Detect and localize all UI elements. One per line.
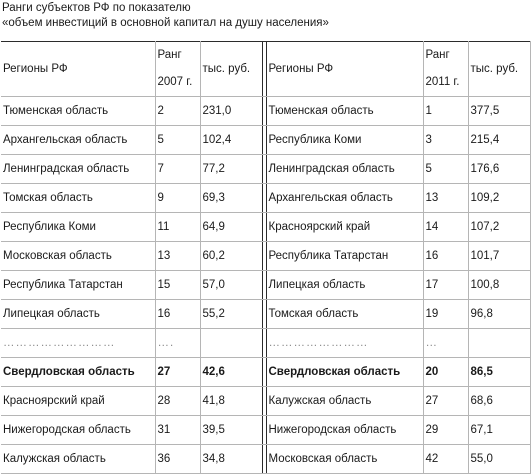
rank-2007-cell: …. — [155, 329, 200, 358]
region-2007-cell: Калужская область — [1, 445, 155, 474]
rank-2007-cell: 31 — [155, 416, 200, 445]
table-row — [1, 126, 530, 155]
region-2007-cell: Республика Коми — [1, 213, 155, 242]
value-2007-cell: 41,8 — [200, 387, 262, 416]
rank-2007-cell: 5 — [155, 126, 200, 155]
value-2011-cell: 100,8 — [468, 271, 530, 300]
region-2007-cell: Нижегородская область — [1, 416, 155, 445]
value-2011-cell: 107,2 — [468, 213, 530, 242]
rank-2007-cell: 15 — [155, 271, 200, 300]
region-2007-cell: Томская область — [1, 184, 155, 213]
value-2007-cell: 42,6 — [200, 358, 262, 387]
region-2011-cell: Ленинградская область — [266, 155, 423, 184]
rank-2007-cell: 13 — [155, 242, 200, 271]
region-2011-cell: Томская область — [266, 300, 423, 329]
rank-2007-cell: 11 — [155, 213, 200, 242]
table-row — [1, 184, 530, 213]
rank-2011-cell: 17 — [423, 271, 468, 300]
table-row — [1, 329, 530, 358]
value-2011-cell — [468, 329, 530, 358]
value-2007-cell: 69,3 — [200, 184, 262, 213]
rank-2007-cell: 2 — [155, 97, 200, 126]
value-2007-cell: 231,0 — [200, 97, 262, 126]
value-2011-cell: 377,5 — [468, 97, 530, 126]
header-value-2007: тыс. руб. — [200, 42, 262, 97]
value-2007-cell: 39,5 — [200, 416, 262, 445]
value-2011-cell: 68,6 — [468, 387, 530, 416]
region-2007-cell: Красноярский край — [1, 387, 155, 416]
value-2007-cell: 60,2 — [200, 242, 262, 271]
rank-2011-cell: 29 — [423, 416, 468, 445]
region-2011-cell: Свердловская область — [266, 358, 423, 387]
table-caption — [2, 1, 529, 31]
caption-line-2: «объем инвестиций в основной капитал на душу населения» — [2, 17, 329, 29]
value-2007-cell: 55,2 — [200, 300, 262, 329]
rank-2007-cell: 7 — [155, 155, 200, 184]
value-2007-cell: 34,8 — [200, 445, 262, 474]
region-2011-cell: …………………… — [266, 329, 423, 358]
value-2007-cell: 102,4 — [200, 126, 262, 155]
rank-2007-cell: 36 — [155, 445, 200, 474]
region-2007-cell: Республика Татарстан — [1, 271, 155, 300]
header-value-2011: тыс. руб. — [468, 42, 530, 97]
rank-2007-cell: 28 — [155, 387, 200, 416]
header-rank-2011: Ранг 2011 г. — [423, 42, 468, 97]
region-2007-cell: Московская область — [1, 242, 155, 271]
table-row — [1, 155, 530, 184]
table-row — [1, 445, 530, 474]
table-row — [1, 271, 530, 300]
region-2011-cell: Нижегородская область — [266, 416, 423, 445]
table-row — [1, 387, 530, 416]
region-2007-cell: Липецкая область — [1, 300, 155, 329]
value-2011-cell: 86,5 — [468, 358, 530, 387]
value-2011-cell: 101,7 — [468, 242, 530, 271]
rank-2007-cell: 27 — [155, 358, 200, 387]
rank-2007-cell: 9 — [155, 184, 200, 213]
value-2007-cell: 64,9 — [200, 213, 262, 242]
region-2011-cell: Архангельская область — [266, 184, 423, 213]
rank-2011-cell: 42 — [423, 445, 468, 474]
ranking-table — [1, 41, 531, 474]
rank-2011-cell: 20 — [423, 358, 468, 387]
table-row — [1, 242, 530, 271]
region-2007-cell: Свердловская область — [1, 358, 155, 387]
value-2007-cell: 77,2 — [200, 155, 262, 184]
value-2011-cell: 215,4 — [468, 126, 530, 155]
value-2011-cell: 55,0 — [468, 445, 530, 474]
region-2007-cell: ……………………… — [1, 329, 155, 358]
rank-2011-cell: 14 — [423, 213, 468, 242]
rank-2011-cell: 5 — [423, 155, 468, 184]
header-region-2007: Регионы РФ — [1, 42, 155, 97]
region-2011-cell: Красноярский край — [266, 213, 423, 242]
region-2007-cell: Архангельская область — [1, 126, 155, 155]
rank-2011-cell: 27 — [423, 387, 468, 416]
table-header-row — [1, 42, 530, 97]
table-row — [1, 97, 530, 126]
region-2007-cell: Тюменская область — [1, 97, 155, 126]
region-2011-cell: Тюменская область — [266, 97, 423, 126]
table-row — [1, 416, 530, 445]
region-2007-cell: Ленинградская область — [1, 155, 155, 184]
table-row — [1, 213, 530, 242]
value-2011-cell: 67,1 — [468, 416, 530, 445]
rank-2011-cell: 13 — [423, 184, 468, 213]
region-2011-cell: Республика Коми — [266, 126, 423, 155]
header-region-2011: Регионы РФ — [266, 42, 423, 97]
rank-2007-cell: 16 — [155, 300, 200, 329]
value-2011-cell: 109,2 — [468, 184, 530, 213]
table-row — [1, 358, 530, 387]
rank-2011-cell: 19 — [423, 300, 468, 329]
region-2011-cell: Липецкая область — [266, 271, 423, 300]
region-2011-cell: Московская область — [266, 445, 423, 474]
value-2007-cell — [200, 329, 262, 358]
rank-2011-cell: 1 — [423, 97, 468, 126]
value-2011-cell: 176,6 — [468, 155, 530, 184]
rank-2011-cell: 16 — [423, 242, 468, 271]
rank-2011-cell: 3 — [423, 126, 468, 155]
value-2007-cell: 57,0 — [200, 271, 262, 300]
table-row — [1, 300, 530, 329]
header-rank-2007: Ранг 2007 г. — [155, 42, 200, 97]
caption-line-1: Ранги субъектов РФ по показателю — [2, 2, 191, 14]
value-2011-cell: 96,8 — [468, 300, 530, 329]
region-2011-cell: Калужская область — [266, 387, 423, 416]
region-2011-cell: Республика Татарстан — [266, 242, 423, 271]
rank-2011-cell: … — [423, 329, 468, 358]
